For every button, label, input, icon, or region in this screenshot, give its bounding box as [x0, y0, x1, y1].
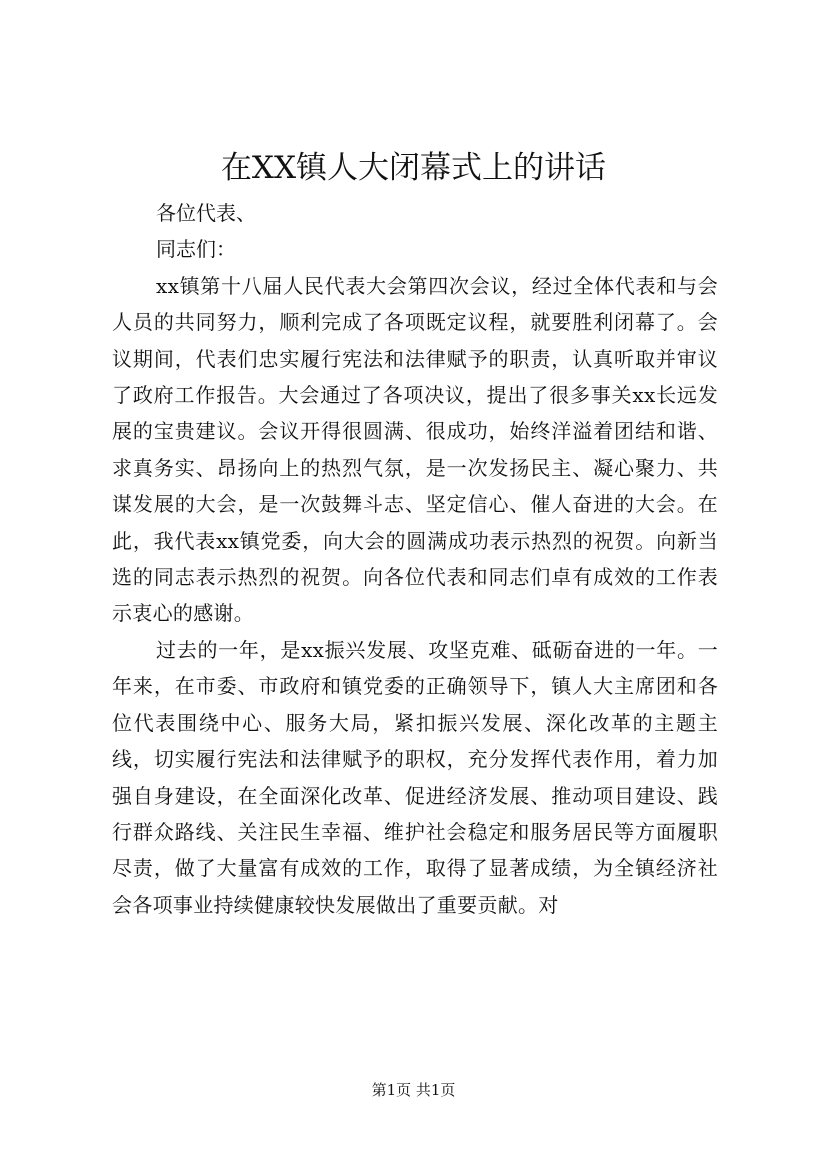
salutation-delegates: 各位代表、	[156, 201, 256, 225]
salutation-comrades: 同志们：	[156, 237, 236, 262]
document-title: 在XX镇人大闭幕式上的讲话	[220, 150, 607, 186]
document-body	[112, 195, 718, 923]
paragraph-2: 过去的一年，是xx振兴发展、攻坚克难、砥砺奋进的一年。一年来，在市委、市政府和镇党委的正确领导下，镇人大主席团和各位代表围绕中心、服务大局，紧扣振兴发展、深化改革的主题主线，切实履行宪法和法律赋予的职权，充分发挥代表作用，着力加强自身建设，在全面深化改革、促进经济发展、推动项目建设、践行群众路线、关注民生幸福、维护社会稳定和服务居民等方面履职尽责，做了大量富有成效的工作，取得了显著成绩，为全镇经济社会各项事业持续健康较快发展做出了重要贡献。对	[112, 637, 718, 917]
paragraph-1: xx镇第十八届人民代表大会第四次会议，经过全体代表和与会人员的共同努力，顺利完成了各项既定议程，就要胜利闭幕了。会议期间，代表们忠实履行宪法和法律赋予的职责，认真听取并审议了政府工作报告。大会通过了各项决议，提出了很多事关xx长远发展的宝贵建议。会议开得很圆满、很成功，始终洋溢着团结和谐、求真务实、昂扬向上的热烈气氛，是一次发扬民主、凝心聚力、共谋发展的大会，是一次鼓舞斗志、坚定信心、催人奋进的大会。在此，我代表xx镇党委，向大会的圆满成功表示热烈的祝贺。向新当选的同志表示热烈的祝贺。向各位代表和同志们卓有成效的工作表示衷心的感谢。	[112, 273, 718, 626]
page-number-footer: 第1页 共1页	[371, 1081, 456, 1099]
